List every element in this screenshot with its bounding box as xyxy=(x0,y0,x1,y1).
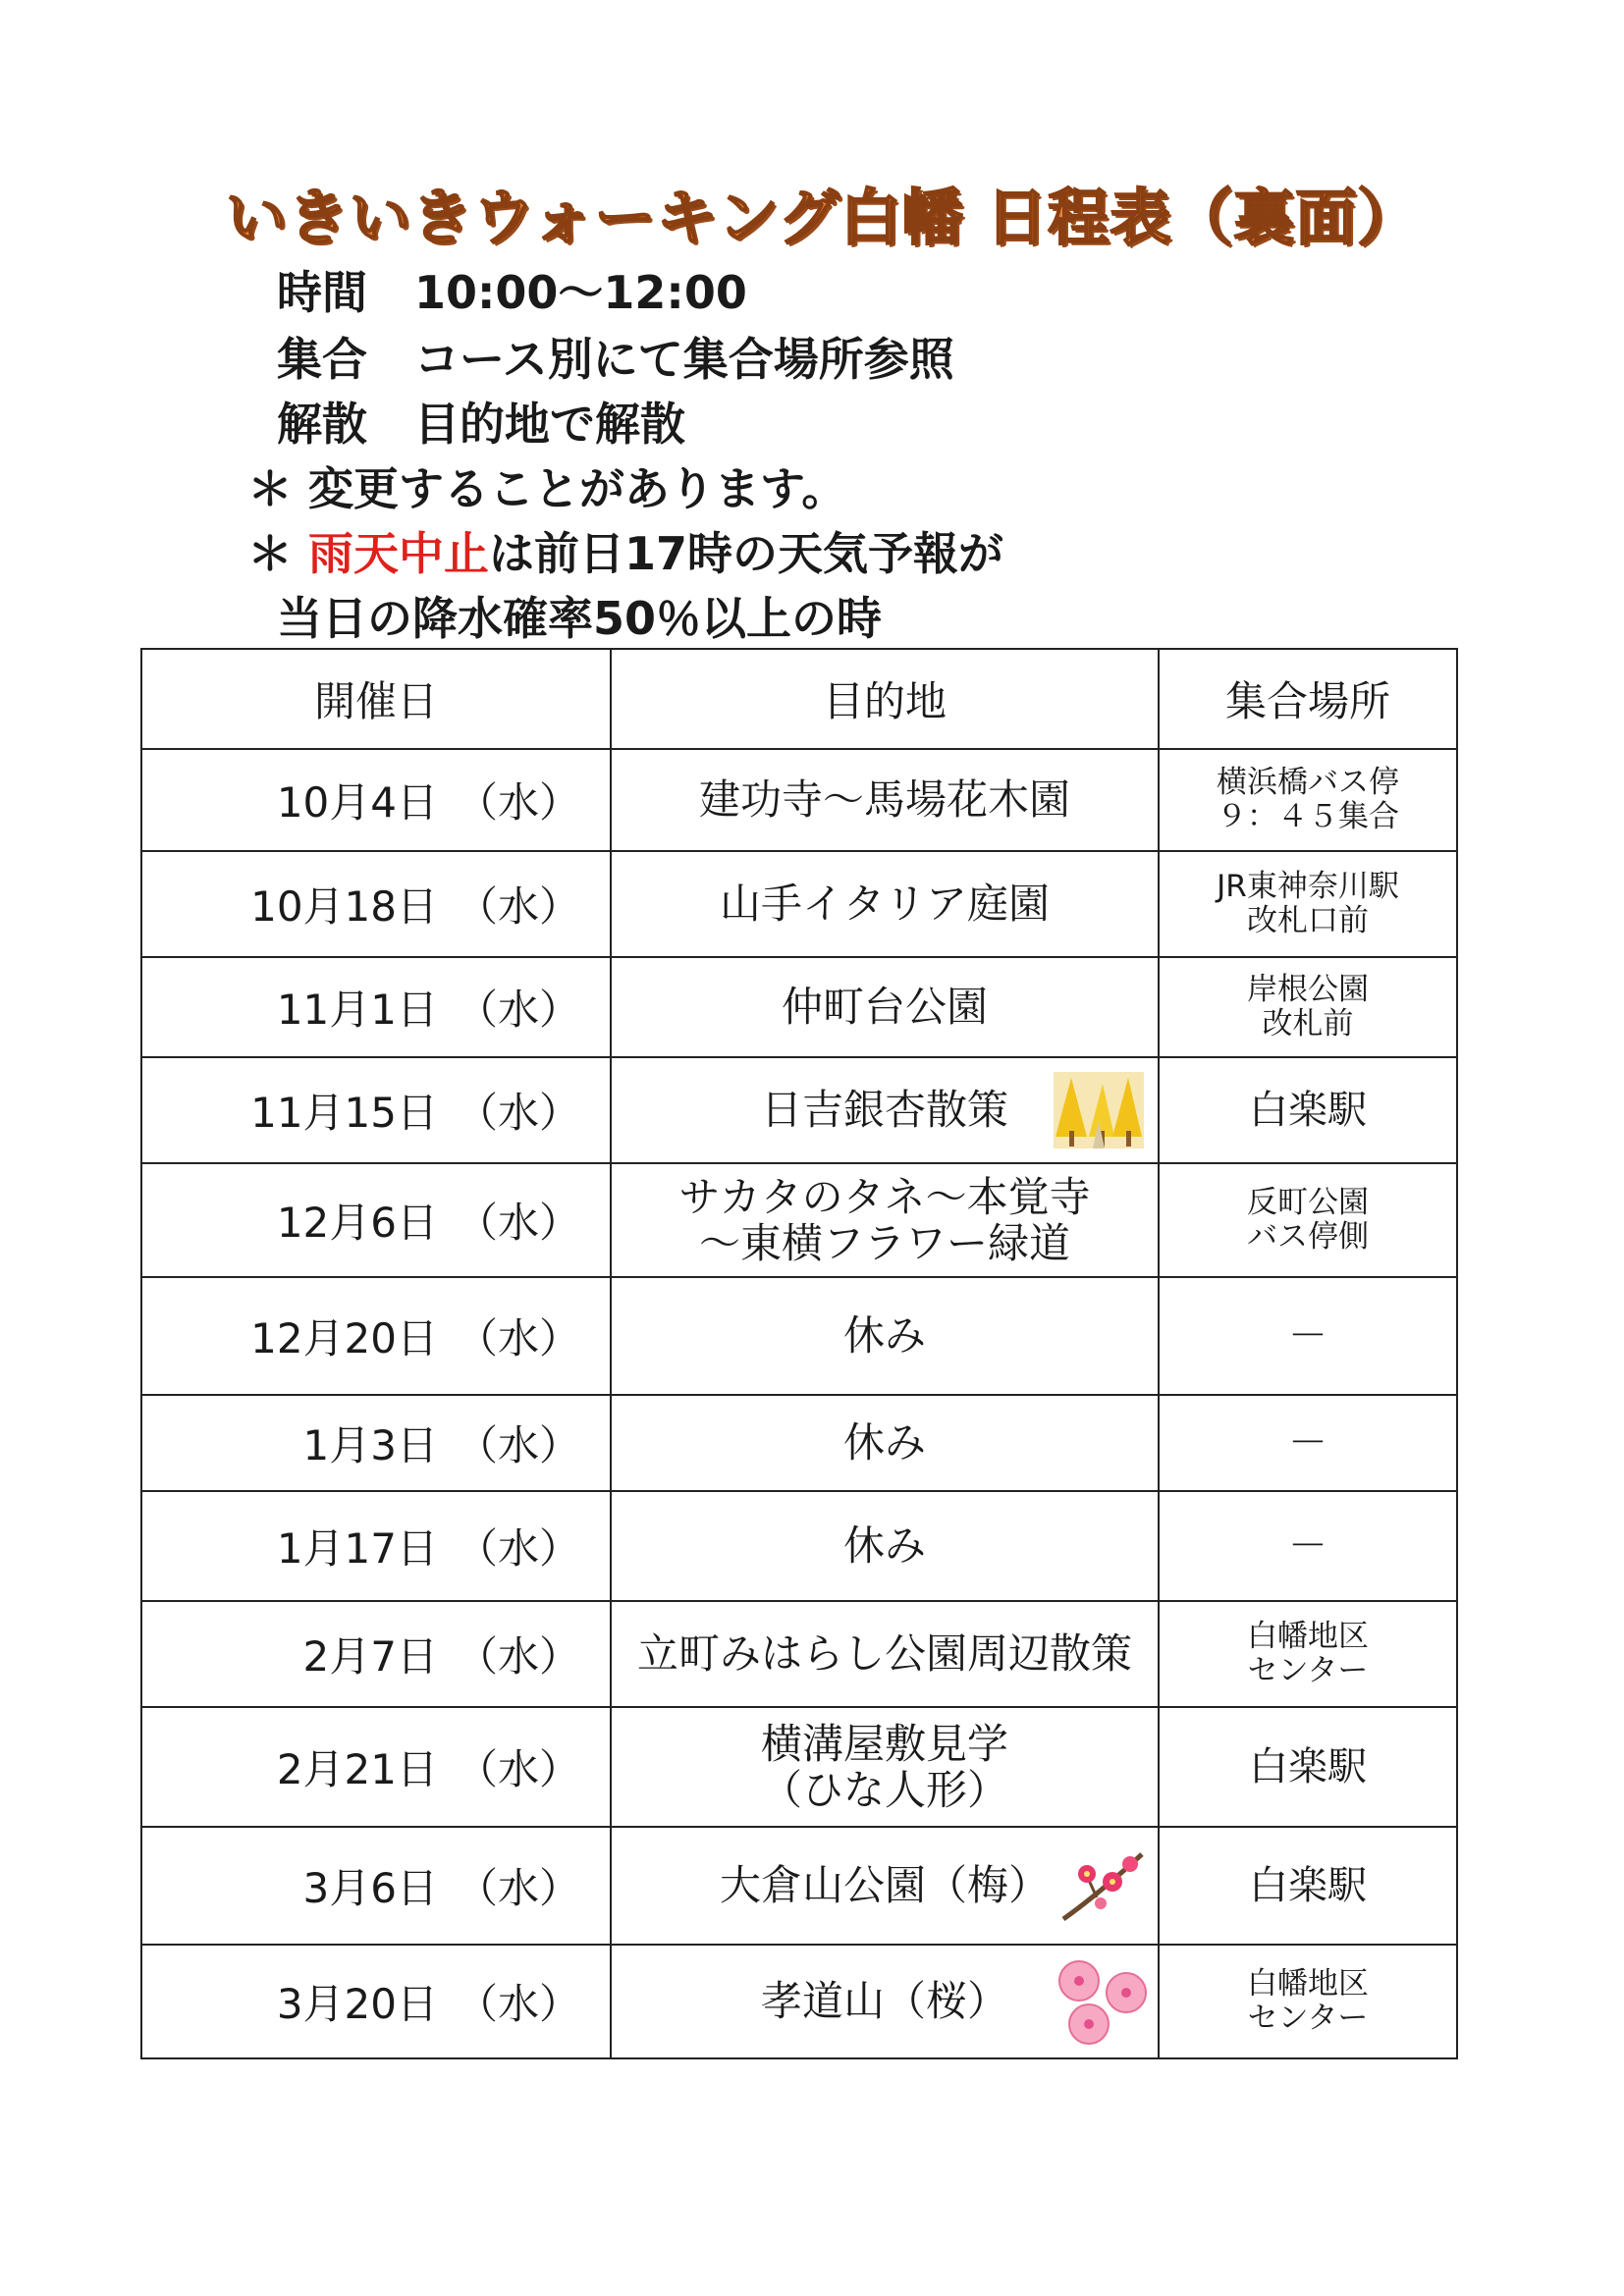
destination-cell xyxy=(611,749,1159,851)
meeting-line: 横浜橋バス停 xyxy=(1217,765,1399,801)
table-row xyxy=(141,1601,1457,1707)
date-cell xyxy=(141,1277,611,1395)
meeting-place-cell xyxy=(1159,1601,1457,1707)
date-cell xyxy=(141,851,611,957)
destination-line: 大倉山公園（梅） xyxy=(719,1861,1050,1910)
meeting-place-cell xyxy=(1159,1945,1457,2058)
weekday-value: （水） xyxy=(456,1745,580,1793)
destination-cell xyxy=(611,1945,1159,2058)
rain-cancel-text: 雨天中止 xyxy=(308,527,489,580)
weekday-value: （水） xyxy=(456,778,580,827)
note-rain-line2: 当日の降水確率50％以上の時 xyxy=(277,592,883,645)
date-cell xyxy=(141,1827,611,1945)
date-cell xyxy=(141,1395,611,1491)
date-value: 12月20日 xyxy=(250,1314,438,1362)
date-value: 10月4日 xyxy=(276,778,438,827)
meeting-line: センター xyxy=(1247,2001,1369,2036)
destination-line: 立町みはらし公園周辺散策 xyxy=(636,1629,1132,1679)
meeting-line: 白幡地区 xyxy=(1247,1619,1369,1655)
meeting-place-cell xyxy=(1159,1491,1457,1601)
note-mark: ＊ xyxy=(247,462,293,515)
meeting-line: 反町公園 xyxy=(1247,1185,1369,1221)
time-label: 時間 xyxy=(277,266,367,319)
meeting-line: 白楽駅 xyxy=(1249,1862,1367,1908)
cherry-blossom-icon xyxy=(1052,1955,1154,2048)
destination-cell xyxy=(611,1707,1159,1827)
destination-cell xyxy=(611,1827,1159,1945)
destination-line: 横溝屋敷見学 xyxy=(760,1719,1008,1768)
date-value: 10月18日 xyxy=(250,882,438,931)
destination-cell xyxy=(611,1395,1159,1491)
meeting-line: － xyxy=(1288,1419,1327,1466)
table-row xyxy=(141,1491,1457,1601)
disband-label: 解散 xyxy=(277,398,367,451)
table-row xyxy=(141,749,1457,851)
date-value: 3月20日 xyxy=(276,1980,438,2028)
destination-line: （ひな人形） xyxy=(760,1766,1008,1814)
disband-value: 目的地で解散 xyxy=(414,398,685,451)
gather-value: コース別にて集合場所参照 xyxy=(414,333,954,386)
meeting-line: － xyxy=(1288,1522,1327,1569)
date-cell xyxy=(141,1601,611,1707)
destination-cell xyxy=(611,1163,1159,1277)
destination-line: 建功寺〜馬場花木園 xyxy=(698,775,1070,825)
plum-blossom-icon xyxy=(1057,1846,1148,1925)
date-cell xyxy=(141,1491,611,1601)
header-destination: 目的地 xyxy=(611,649,1159,749)
meeting-place-cell xyxy=(1159,1827,1457,1945)
date-cell xyxy=(141,1057,611,1163)
date-cell xyxy=(141,749,611,851)
destination-cell xyxy=(611,851,1159,957)
table-row xyxy=(141,1057,1457,1163)
meeting-place-cell xyxy=(1159,1277,1457,1395)
destination-line: 山手イタリア庭園 xyxy=(719,880,1050,929)
weekday-value: （水） xyxy=(456,986,580,1034)
table-row xyxy=(141,1945,1457,2058)
date-value: 2月21日 xyxy=(276,1745,438,1793)
header-date: 開催日 xyxy=(141,649,611,749)
gather-label: 集合 xyxy=(277,333,367,386)
note-change-text: 変更することがあります。 xyxy=(308,462,847,515)
gather-line xyxy=(277,324,954,389)
schedule-table xyxy=(140,648,1458,2059)
destination-cell xyxy=(611,1601,1159,1707)
meeting-line: － xyxy=(1288,1312,1327,1359)
date-cell xyxy=(141,957,611,1057)
destination-line: サカタのタネ〜本覚寺 xyxy=(678,1172,1091,1221)
meeting-place-cell xyxy=(1159,957,1457,1057)
destination-cell xyxy=(611,957,1159,1057)
meeting-line: 白楽駅 xyxy=(1249,1087,1367,1133)
meeting-line: 白幡地区 xyxy=(1247,1966,1369,2002)
date-value: 12月6日 xyxy=(276,1199,438,1247)
date-value: 11月1日 xyxy=(276,986,438,1034)
meeting-line: 白楽駅 xyxy=(1249,1743,1367,1789)
destination-line: 休み xyxy=(842,1311,926,1361)
note-rain-text: は前日17時の天気予報が xyxy=(489,527,1004,580)
destination-line: 〜東横フラワー緑道 xyxy=(698,1219,1070,1267)
time-value: 10:00〜12:00 xyxy=(414,266,747,319)
weekday-value: （水） xyxy=(456,1864,580,1912)
weekday-value: （水） xyxy=(456,1089,580,1137)
note-mark: ＊ xyxy=(247,527,293,580)
weekday-value: （水） xyxy=(456,1980,580,2028)
destination-line: 休み xyxy=(842,1522,926,1571)
weekday-value: （水） xyxy=(456,1199,580,1247)
header-meeting-place: 集合場所 xyxy=(1159,649,1457,749)
date-value: 1月3日 xyxy=(302,1421,438,1469)
date-value: 2月7日 xyxy=(302,1632,438,1681)
meeting-line: JR東神奈川駅 xyxy=(1217,869,1399,905)
date-cell xyxy=(141,1945,611,2058)
weekday-value: （水） xyxy=(456,1524,580,1573)
time-line xyxy=(277,257,747,322)
meeting-line: 改札口前 xyxy=(1247,903,1369,938)
table-row xyxy=(141,851,1457,957)
meeting-line: 岸根公園 xyxy=(1247,972,1369,1008)
destination-line: 孝道山（桜） xyxy=(760,1977,1008,2026)
meeting-place-cell xyxy=(1159,1707,1457,1827)
table-row xyxy=(141,957,1457,1057)
date-cell xyxy=(141,1707,611,1827)
weekday-value: （水） xyxy=(456,1421,580,1469)
ginkgo-icon xyxy=(1054,1072,1144,1148)
weekday-value: （水） xyxy=(456,882,580,931)
weekday-value: （水） xyxy=(456,1314,580,1362)
date-value: 3月6日 xyxy=(302,1864,438,1912)
note-rain xyxy=(247,518,1003,583)
meeting-line: 改札前 xyxy=(1262,1006,1354,1041)
meeting-place-cell xyxy=(1159,1395,1457,1491)
destination-line: 休み xyxy=(842,1418,926,1468)
destination-line: 仲町台公園 xyxy=(781,983,988,1032)
table-row xyxy=(141,1277,1457,1395)
meeting-line: センター xyxy=(1247,1653,1369,1688)
weekday-value: （水） xyxy=(456,1632,580,1681)
date-cell xyxy=(141,1163,611,1277)
destination-cell xyxy=(611,1057,1159,1163)
destination-line: 日吉銀杏散策 xyxy=(760,1086,1008,1135)
disband-line xyxy=(277,389,685,454)
date-value: 1月17日 xyxy=(276,1524,438,1573)
page-title: いきいきウォーキング白幡 日程表（裏面） xyxy=(226,182,1420,253)
table-row xyxy=(141,1827,1457,1945)
table-header-row xyxy=(141,649,1457,749)
table-row xyxy=(141,1707,1457,1827)
note-change xyxy=(247,454,846,518)
meeting-place-cell xyxy=(1159,749,1457,851)
destination-cell xyxy=(611,1277,1159,1395)
meeting-place-cell xyxy=(1159,1057,1457,1163)
date-value: 11月15日 xyxy=(250,1089,438,1137)
table-row xyxy=(141,1163,1457,1277)
meeting-place-cell xyxy=(1159,1163,1457,1277)
meeting-line: バス停側 xyxy=(1247,1219,1369,1255)
destination-cell xyxy=(611,1491,1159,1601)
meeting-place-cell xyxy=(1159,851,1457,957)
meeting-line: ９：４５集合 xyxy=(1217,799,1399,834)
table-row xyxy=(141,1395,1457,1491)
